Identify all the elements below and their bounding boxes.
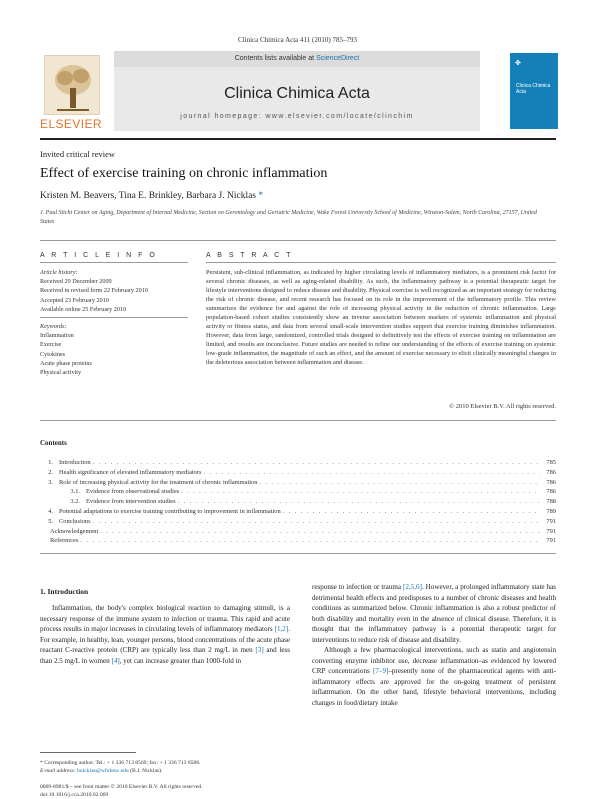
toc-title: Introduction (53, 458, 91, 468)
citation-link[interactable]: [1,2] (274, 625, 289, 633)
text-run: . However, a prolonged inflammatory state has detrimental health effects and predisposes to a number of chronic diseases and health conditions as summarized below. Chronic inflammation is also a robust predictor of both disability and mortality even in the absence of clinical disease. Therefore, it is thought that the inflammatory pathway is a potential therapeutic target for interventions to reduce risk of disease and disability. (312, 583, 556, 644)
journal-title: Clinica Chimica Acta (224, 85, 370, 102)
footnote (40, 759, 300, 775)
issn-line: 0009-8981/$ – see front matter © 2010 Elsevier B.V. All rights reserved. (40, 784, 203, 790)
history-item: Received in revised form 22 February 2010 (40, 287, 148, 295)
toc-page: 791 (540, 536, 556, 546)
toc-leader (176, 497, 540, 507)
divider (40, 553, 556, 554)
contents-heading: Contents (40, 439, 67, 447)
corresponding-author-note: * Corresponding author. Tel.: + 1 336 713 8569; fax: + 1 336 713 8588. (40, 760, 201, 766)
email-suffix: (B.J. Nicklas). (128, 768, 163, 774)
text-run: , yet can increase greater than 1000-fold in (119, 656, 242, 665)
citation-link[interactable]: [2,5,6] (403, 583, 422, 591)
text-run: response to infection or trauma (312, 583, 404, 591)
divider (40, 317, 188, 318)
body-column-left (40, 603, 290, 666)
toc-entry[interactable] (40, 527, 556, 537)
article-type: Invited critical review (40, 149, 116, 159)
paragraph (312, 582, 556, 645)
toc-page: 791 (540, 527, 556, 537)
homepage-label: journal homepage: (180, 113, 266, 120)
cover-logo-icon: ✤ (515, 59, 521, 67)
toc-title: Acknowledgement (40, 527, 98, 537)
divider (40, 240, 556, 241)
toc-number: 5. (48, 517, 53, 525)
abstract-copyright: © 2010 Elsevier B.V. All rights reserved. (449, 403, 556, 410)
article-history (40, 268, 188, 314)
tree-icon (44, 55, 100, 115)
toc-page: 786 (540, 487, 556, 497)
toc-entry[interactable] (40, 536, 556, 546)
issn-block (40, 783, 340, 799)
citation-link[interactable]: [3] (255, 646, 264, 654)
history-item: Received 29 December 2009 (40, 278, 112, 286)
corresponding-author-mark[interactable]: * (258, 191, 264, 201)
cover-title: Clinica Chimica Acta (516, 83, 551, 95)
journal-cover (510, 53, 558, 129)
toc-entry[interactable] (40, 507, 556, 517)
email-link[interactable]: bnicklas@wfubmc.edu (77, 768, 129, 774)
toc-title: Conclusions (53, 517, 91, 527)
toc-page: 785 (540, 458, 556, 468)
keyword: Acute phase proteins (40, 359, 92, 367)
toc-leader (91, 458, 540, 468)
citation-link[interactable]: [7–9] (372, 667, 389, 675)
text-run: Inflammation, the body's complex biological reaction to damaging stimuli, is a necessary response of the immune system to infection or trauma. This rapid and acute process results in major increases in circulating levels of inflammatory mediators (40, 604, 290, 633)
toc-leader (98, 527, 540, 537)
publisher-wordmark: ELSEVIER (40, 117, 102, 131)
keyword: Exercise (40, 341, 62, 349)
text-run: –presently none of the pharmaceutical agents with anti-inflammatory effects are approved for the on-going treatment of persistent inflammation. On the other hand, lifestyle behavioral interventions, including changes in food/dietary intake (312, 667, 556, 707)
divider (40, 262, 188, 263)
history-item: Accepted 23 February 2010 (40, 296, 109, 304)
email-line (40, 767, 300, 775)
journal-homepage (114, 113, 480, 120)
toc-number: 4. (48, 507, 53, 515)
toc-leader (257, 478, 540, 488)
toc-title: Evidence from intervention studies (80, 497, 176, 507)
section-heading-introduction: 1. Introduction (40, 587, 89, 596)
history-label: Article history: (40, 269, 78, 276)
toc-entry[interactable] (40, 497, 556, 507)
toc-number: 3.1. (70, 488, 80, 496)
toc-title: Potential adaptations to exercise training contributing to improvement in inflammation (53, 507, 281, 517)
keywords (40, 322, 188, 377)
text-run: and less than 2.5 mg/L in women (40, 646, 290, 665)
toc-number: 3. (48, 478, 53, 486)
toc-entry[interactable] (40, 487, 556, 497)
homepage-url[interactable]: www.elsevier.com/locate/clinchim (265, 113, 414, 120)
toc-leader (179, 487, 540, 497)
toc-entry[interactable] (40, 517, 556, 527)
keyword: Inflammation (40, 332, 74, 340)
divider (40, 420, 556, 421)
toc-entry[interactable] (40, 468, 556, 478)
toc-page: 786 (540, 478, 556, 488)
divider (206, 262, 556, 263)
toc-title: Health significance of elevated inflammatory mediators (53, 468, 202, 478)
citation-link[interactable]: [4] (111, 656, 120, 665)
contents-line (114, 51, 480, 67)
doi-link[interactable]: doi:10.1016/j.cca.2010.02.069 (40, 792, 109, 798)
author-list: Kristen M. Beavers, Tina E. Brinkley, Barbara J. Nicklas (40, 191, 256, 201)
article-info-heading: A R T I C L E I N F O (40, 252, 158, 259)
toc-number: 3.2. (70, 498, 80, 506)
paragraph (40, 603, 290, 666)
toc-page: 789 (540, 507, 556, 517)
authors (40, 191, 263, 201)
toc-leader (202, 468, 541, 478)
keywords-label: Keywords: (40, 323, 67, 330)
text-run: . For example, in healthy, lean, younger persons, blood concentrations of the acute phase reactant C-reactive protein (CRP) are typically less than 2 mg/L in men (40, 625, 290, 654)
body-column-right (312, 582, 556, 708)
toc-number: 1. (48, 459, 53, 466)
history-item: Available online 25 February 2010 (40, 305, 127, 313)
running-header: Clinica Chimica Acta 411 (2010) 785–793 (238, 36, 357, 44)
toc-entry[interactable] (40, 458, 556, 468)
toc-number: 2. (48, 468, 53, 476)
footnote-rule (40, 752, 136, 753)
email-label: E-mail address: (40, 768, 78, 774)
sciencedirect-link[interactable]: ScienceDirect (316, 55, 360, 62)
masthead-rule (40, 138, 556, 140)
keyword: Cytokines (40, 350, 66, 358)
affiliation: J. Paul Sticht Center on Aging, Department of Internal Medicine, Section on Gerontology and Geriatric Medicine, Wake Forest University School of Medicine, Winston-Salem, North Carolina, 27157, United States (40, 210, 537, 225)
table-of-contents (40, 458, 556, 546)
toc-page: 786 (540, 468, 556, 478)
toc-leader (78, 536, 540, 546)
keyword: Physical activity (40, 369, 82, 377)
journal-box (114, 51, 480, 131)
toc-leader (281, 507, 540, 517)
paragraph (312, 645, 556, 708)
toc-leader (91, 517, 540, 527)
toc-page: 788 (540, 497, 556, 507)
toc-title: Role of increasing physical activity for the treatment of chronic inflammation (53, 478, 257, 488)
toc-entry[interactable] (40, 478, 556, 488)
contents-prefix: Contents lists available at (234, 55, 317, 62)
toc-page: 791 (540, 517, 556, 527)
toc-title: References (40, 536, 78, 546)
toc-title: Evidence from observational studies (80, 487, 179, 497)
text-run: Although a few pharmacological interventions, such as statin and angiotensin converting enzyme inhibitor use, decrease inflammation–as evidenced by lowered CRP concentrations (312, 646, 556, 675)
elsevier-logo (40, 51, 102, 131)
article-title: Effect of exercise training on chronic inflammation (40, 166, 328, 181)
abstract-heading: A B S T R A C T (206, 252, 293, 259)
abstract-text: Persistent, sub-clinical inflammation, as indicated by higher circulating levels of inflammatory mediators, is a prominent risk factor for several chronic diseases, as well as aging-related disability. As such, the inflammatory pathway is a potential therapeutic target for lifestyle interventions designed to reduce disease and disability. Physical exercise is well recognized as an important strategy for reducing the risk of chronic disease, and recent research has focused on its role in the improvement of the inflammatory profile. This review summarizes the evidence for and against the role of increasing physical activity in the reduction of chronic inflammation. Large population-based cohort studies consistently show an inverse association between markers of systemic inflammation and physical activity or fitness status, and data from several small-scale intervention studies support that exercise training diminishes inflammation. However, data from large, randomized, controlled trials designed to definitively test the effects of exercise training on inflammation are limited, and results are inconclusive. Future studies are needed to refine our understanding of the effects of exercise training on systemic low-grade inflammation, the magnitude of such an effect, and the amount of exercise necessary to elicit clinically meaningful changes in the deleterious association between inflammation and disease. (206, 269, 556, 367)
masthead (40, 51, 556, 137)
